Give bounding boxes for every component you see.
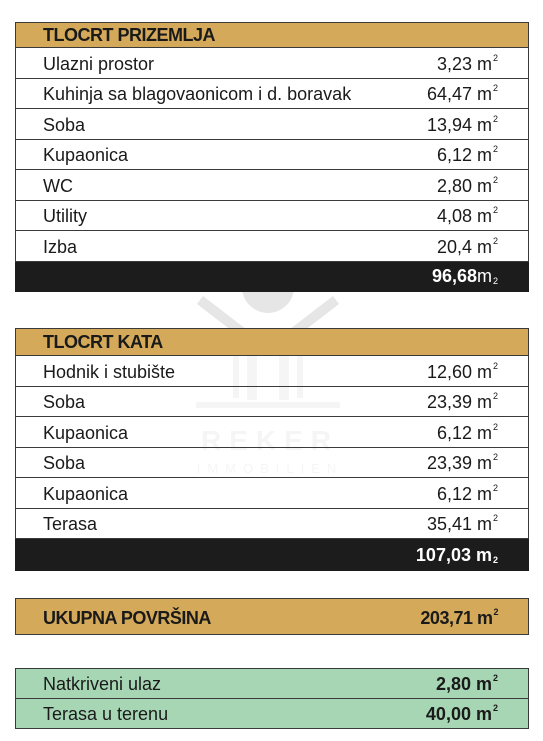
table-row <box>15 699 529 730</box>
room-area-value: 64,47 m <box>426 84 492 104</box>
room-area: 6,12 $m^2$ <box>436 482 498 504</box>
room-area: 3,23 $m^2$ <box>436 52 498 74</box>
upper-floor-total: 107,03 m $^2$ <box>15 539 529 571</box>
grand-total-value: 203,71 m <box>420 608 493 628</box>
room-area: 23,39 $m^2$ <box>426 452 498 473</box>
table-row <box>15 231 529 262</box>
room-area: 35,41 $m^2$ <box>426 513 498 534</box>
room-area: 6,12 $m^2$ <box>436 421 498 443</box>
table-row <box>15 201 529 232</box>
room-name: WC <box>43 175 73 196</box>
room-name: Utility <box>43 206 87 226</box>
room-name: Kuhinja sa blagovaonicom i d. boravak <box>43 84 352 104</box>
ground-floor-total-unit: m <box>476 265 492 286</box>
ground-floor-total-value: 96,68 <box>431 265 477 286</box>
room-area-value: 6,12 m <box>436 145 492 165</box>
room-name: Terasa <box>43 514 98 534</box>
table-row <box>15 48 529 79</box>
room-area-value: 23,39 m <box>426 453 492 473</box>
table-row <box>15 417 529 448</box>
room-area-value: 2,80 m <box>436 175 492 196</box>
room-name: Izba <box>43 236 78 257</box>
table-row <box>15 668 529 699</box>
room-area: 2,80 $m^2$ <box>436 174 498 196</box>
room-area-value: 23,39 m <box>426 392 492 412</box>
table-row <box>15 448 529 479</box>
upper-floor-title: TLOCRT KATA <box>15 328 529 356</box>
room-name: Kupaonica <box>43 422 129 443</box>
room-area: 6,12 $m^2$ <box>436 144 498 165</box>
room-name: Soba <box>43 114 86 135</box>
room-area: 20,4 $m^2$ <box>436 235 498 257</box>
upper-floor-table <box>15 328 529 571</box>
table-row <box>15 509 529 540</box>
ground-floor-table <box>15 22 529 292</box>
table-row <box>15 170 529 201</box>
table-row <box>15 109 529 140</box>
room-name: Hodnik i stubište <box>43 361 176 382</box>
room-name: Kupaonica <box>43 145 129 165</box>
room-name: Soba <box>43 453 86 473</box>
ground-floor-title: TLOCRT PRIZEMLJA <box>15 22 529 48</box>
room-area-value: 6,12 m <box>436 483 492 504</box>
room-area-value: 35,41 m <box>426 514 492 534</box>
table-row <box>15 79 529 110</box>
grand-total-bar <box>15 598 529 635</box>
ground-floor-total: 96,68 m $^2$ <box>15 262 529 292</box>
room-name: Kupaonica <box>43 483 129 504</box>
room-name: Ulazni prostor <box>43 53 155 74</box>
upper-floor-total-value: 107,03 m <box>415 545 492 565</box>
room-area: 4,08 $m^2$ <box>436 205 498 226</box>
room-area-value: 2,80 m <box>435 673 492 694</box>
grand-total-label: UKUPNA POVRŠINA <box>43 608 211 628</box>
room-area-value: 6,12 m <box>436 422 492 443</box>
grand-total-value-wrap: 203,71 $m^2$ <box>420 607 498 628</box>
room-area: 23,39 $m^2$ <box>426 391 498 412</box>
room-name: Natkriveni ulaz <box>43 673 162 694</box>
table-row <box>15 140 529 171</box>
room-area-value: 40,00 m <box>425 704 492 724</box>
table-row <box>15 356 529 387</box>
extras-table <box>15 668 529 729</box>
room-name: Terasa u terenu <box>43 704 169 724</box>
room-area-value: 12,60 m <box>426 361 492 382</box>
room-area: 12,60 $m^2$ <box>426 360 498 382</box>
room-area: 64,47 $m^2$ <box>426 83 498 104</box>
table-row <box>15 387 529 418</box>
room-area-value: 3,23 m <box>436 53 492 74</box>
room-area-value: 4,08 m <box>436 206 492 226</box>
room-name: Soba <box>43 392 86 412</box>
room-area: 40,00 $m^2$ <box>425 703 498 724</box>
room-area: 13,94 $m^2$ <box>426 113 498 135</box>
table-row <box>15 478 529 509</box>
room-area-value: 13,94 m <box>426 114 492 135</box>
room-area: 2,80 $m^2$ <box>435 672 498 694</box>
room-area-value: 20,4 m <box>436 236 492 257</box>
